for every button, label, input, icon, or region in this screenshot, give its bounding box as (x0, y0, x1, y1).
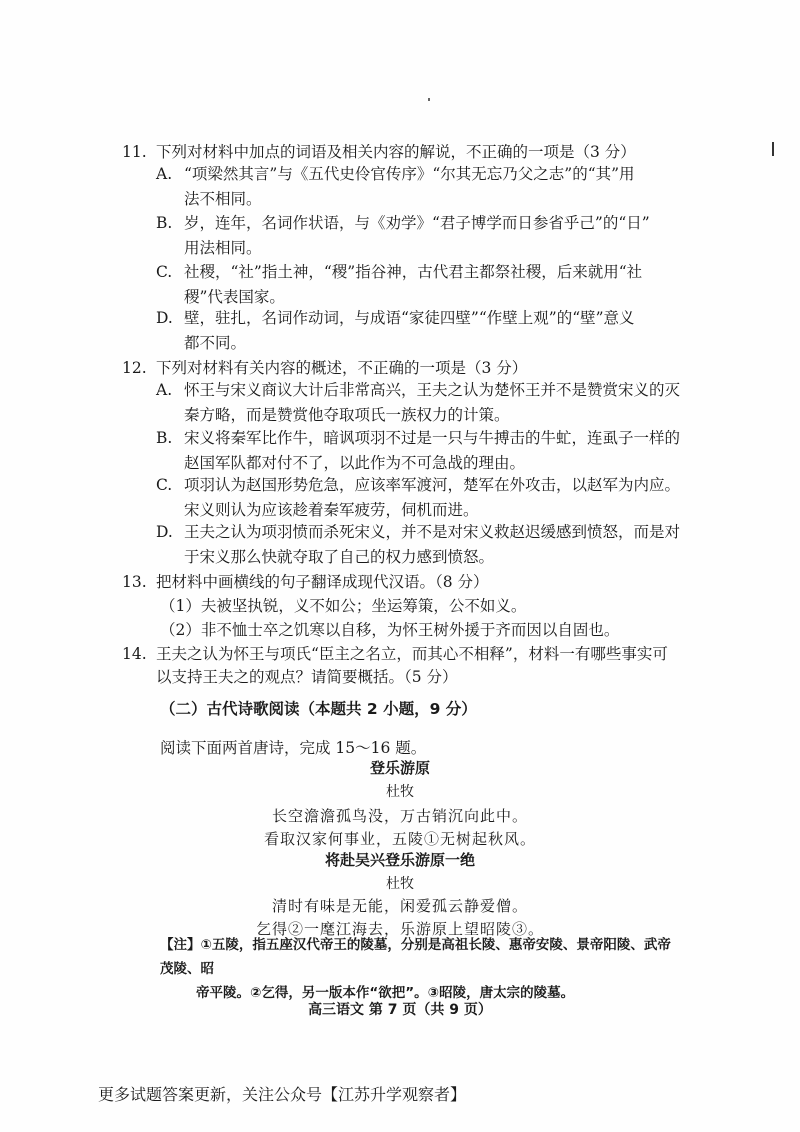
section-heading: （二）古代诗歌阅读（本题共 2 小题，9 分） (160, 700, 477, 718)
annotation-line: 帝平陵。②乞得，另一版本作“欲把”。③昭陵，唐太宗的陵墓。 (196, 985, 575, 1001)
question-12-stem (122, 356, 682, 380)
q12-option-d (156, 520, 684, 570)
scan-speck (772, 142, 774, 156)
question-13-stem (122, 570, 682, 594)
option-text: 怀王与宋义商议大计后非常高兴，王夫之认为楚怀王并不是赞赏宋义的灭 (184, 381, 681, 399)
question-11-stem (122, 140, 682, 164)
q12-option-c (156, 473, 684, 523)
option-letter: A. (156, 381, 173, 399)
poem-1-title: 登乐游原 (369, 759, 430, 777)
annotation-line: 【注】①五陵，指五座汉代帝王的陵墓，分别是高祖长陵、惠帝安陵、景帝阳陵、武帝茂陵、昭 (160, 937, 671, 977)
question-text: 王夫之认为怀王与项氏“臣主之名立，而其心不相释”，材料一有哪些事实可 (156, 645, 668, 663)
option-text: 社稷，“社”指土神，“稷”指谷神，古代君主都祭社稷，后来就用“社 (184, 263, 643, 281)
question-number: 11. (122, 143, 147, 161)
q12-option-b (156, 426, 684, 476)
q11-option-a (156, 162, 684, 212)
poem-2-line-2: 乞得②一麾江海去，乐游原上望昭陵③。 (255, 920, 544, 938)
question-14-continuation: 以支持王夫之的观点？请简要概括。（5 分） (156, 668, 458, 686)
option-letter: D. (156, 309, 173, 327)
poem-2-author: 杜牧 (386, 876, 414, 892)
option-letter: D. (156, 523, 173, 541)
option-letter: C. (156, 263, 173, 281)
option-text: 壁，驻扎，名词作动词，与成语“家徒四壁”“作壁上观”的“壁”意义 (184, 309, 635, 327)
q11-option-b (156, 211, 684, 261)
question-text: 下列对材料有关内容的概述，不正确的一项是（3 分） (156, 359, 528, 377)
question-number: 12. (122, 359, 147, 377)
section-intro: 阅读下面两首唐诗，完成 15～16 题。 (160, 739, 427, 757)
poem-2-title: 将赴吴兴登乐游原一绝 (324, 851, 475, 869)
poem-annotation (160, 933, 680, 1005)
option-text: 王夫之认为项羽愤而杀死宋义，并不是对宋义救赵迟缓感到愤怒，而是对 (184, 523, 681, 541)
q13-item-1: （1）夫被坚执锐，义不如公；坐运筹策，公不如义。 (160, 597, 527, 615)
option-text: 用法相同。 (184, 239, 262, 257)
poem-2-line-1: 清时有味是无能，闲爱孤云静爱僧。 (271, 897, 528, 915)
option-text: “项梁然其言”与《五代史伶官传序》“尔其无忘乃父之志”的“其”用 (184, 165, 635, 183)
question-text: 把材料中画横线的句子翻译成现代汉语。（8 分） (156, 573, 489, 591)
option-text: 于宋义那么快就夺取了自己的权力感到愤怒。 (184, 548, 495, 566)
option-letter: B. (156, 429, 173, 447)
page-footer: 高三语文 第 7 页（共 9 页） (308, 1002, 492, 1018)
question-14-stem (122, 642, 682, 666)
option-text: 宋义则认为应该趁着秦军疲劳，伺机而进。 (184, 501, 479, 519)
question-number: 14. (122, 645, 147, 663)
question-text: 下列对材料中加点的词语及相关内容的解说，不正确的一项是（3 分） (156, 143, 636, 161)
option-letter: C. (156, 476, 173, 494)
promo-footer-text: 更多试题答案更新，关注公众号【江苏升学观察者】 (98, 1085, 467, 1104)
question-number: 13. (122, 573, 147, 591)
option-text: 项羽认为赵国形势危急，应该率军渡河，楚军在外攻击，以赵军为内应。 (184, 476, 681, 494)
option-letter: B. (156, 214, 173, 232)
q11-option-d (156, 306, 684, 356)
option-text: 岁，连年，名词作状语，与《劝学》“君子博学而日参省乎己”的“日” (184, 214, 650, 232)
option-letter: A. (156, 165, 173, 183)
q13-item-2: （2）非不恤士卒之饥寒以自移，为怀王树外援于齐而因以自固也。 (160, 621, 620, 639)
option-text: 都不同。 (184, 334, 247, 352)
q12-option-a (156, 378, 684, 428)
scan-speck (428, 98, 430, 101)
option-text: 赵国军队都对付不了，以此作为不可急战的理由。 (184, 454, 526, 472)
poem-1-line-1: 长空澹澹孤鸟没，万古销沉向此中。 (271, 807, 528, 825)
option-text: 法不相同。 (184, 190, 262, 208)
option-text: 稷”代表国家。 (184, 288, 285, 306)
option-text: 秦方略，而是赞赏他夺取项氏一族权力的计策。 (184, 406, 510, 424)
option-text: 宋义将秦军比作牛，暗讽项羽不过是一只与牛搏击的牛虻，连虱子一样的 (184, 429, 681, 447)
q11-option-c (156, 260, 684, 310)
poem-1-author: 杜牧 (386, 784, 414, 800)
poem-1-line-2: 看取汉家何事业，五陵①无树起秋风。 (263, 830, 536, 848)
